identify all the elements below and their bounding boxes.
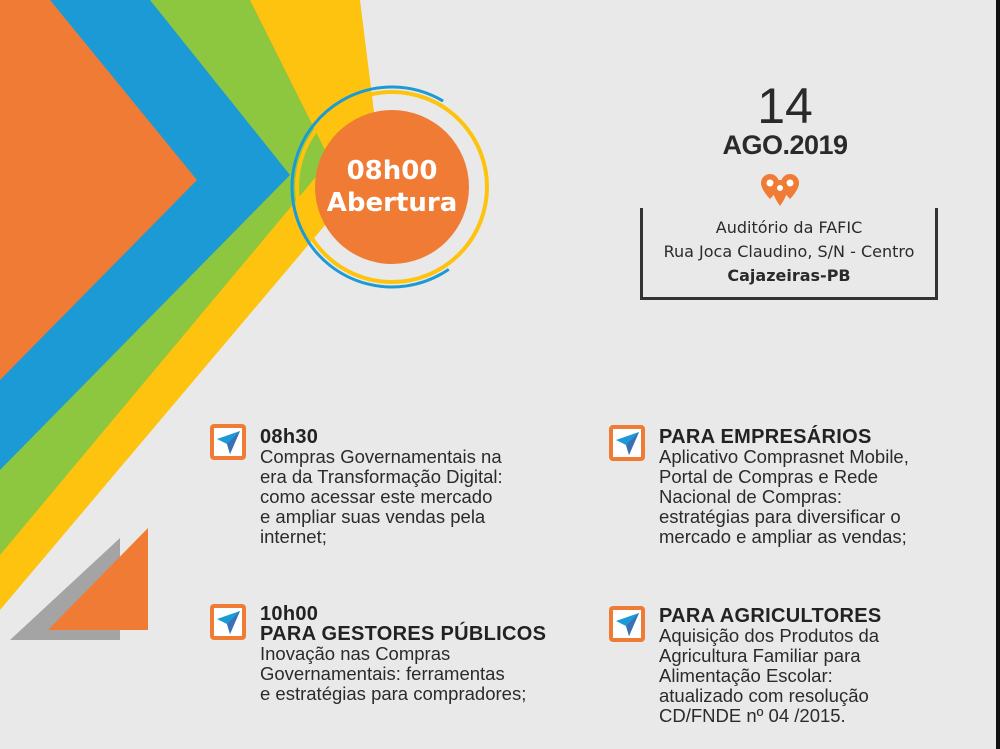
opening-label: Abertura	[326, 188, 458, 218]
venue-city: Cajazeiras-PB	[727, 266, 851, 285]
event-day: 14	[757, 78, 813, 134]
paper-plane-icon	[609, 425, 645, 461]
audience-line: CD/FNDE nº 04 /2015.	[659, 705, 846, 726]
paper-plane-icon	[609, 606, 645, 642]
audience-line: Nacional de Compras:	[659, 486, 843, 507]
audience-line: mercado e ampliar as vendas;	[659, 526, 907, 547]
schedule-time: 10h00	[260, 603, 319, 625]
schedule-time: 08h30	[260, 426, 319, 448]
schedule-line: e estratégias para compradores;	[260, 683, 527, 704]
schedule-line: como acessar este mercado	[260, 486, 493, 507]
audience-line: Alimentação Escolar:	[659, 665, 833, 686]
audience-item-empresarios	[659, 427, 989, 547]
audience-title: PARA EMPRESÁRIOS	[659, 426, 872, 448]
event-month-year: AGO.2019	[722, 130, 848, 160]
opening-badge	[315, 110, 469, 264]
audience-line: Aplicativo Comprasnet Mobile,	[659, 446, 909, 467]
venue-address	[640, 208, 938, 300]
schedule-line: e ampliar suas vendas pela	[260, 506, 486, 527]
location-pin-icon	[758, 172, 804, 208]
schedule-line: era da Transformação Digital:	[260, 466, 503, 487]
audience-line: estratégias para diversificar o	[659, 506, 901, 527]
opening-time: 08h00	[346, 156, 438, 186]
schedule-audience: PARA GESTORES PÚBLICOS	[260, 623, 547, 645]
venue-name: Auditório da FAFIC	[715, 218, 863, 237]
audience-line: Portal de Compras e Rede	[659, 466, 879, 487]
orange-corner-triangle	[48, 528, 148, 630]
audience-line: atualizado com resolução	[659, 685, 869, 706]
audience-line: Agricultura Familiar para	[659, 645, 861, 666]
audience-item-agricultores	[659, 606, 989, 726]
audience-line: Aquisição dos Produtos da	[659, 625, 880, 646]
schedule-line: Compras Governamentais na	[260, 446, 502, 467]
venue-street: Rua Joca Claudino, S/N - Centro	[663, 242, 915, 261]
schedule-line: Governamentais: ferramentas	[260, 663, 505, 684]
schedule-item-1000	[260, 604, 600, 704]
schedule-item-0830	[260, 427, 580, 547]
paper-plane-icon	[210, 604, 246, 640]
schedule-line: internet;	[260, 526, 327, 547]
paper-plane-icon	[210, 424, 246, 460]
right-edge-border	[996, 0, 1000, 749]
audience-title: PARA AGRICULTORES	[659, 605, 882, 627]
schedule-line: Inovação nas Compras	[260, 643, 451, 664]
